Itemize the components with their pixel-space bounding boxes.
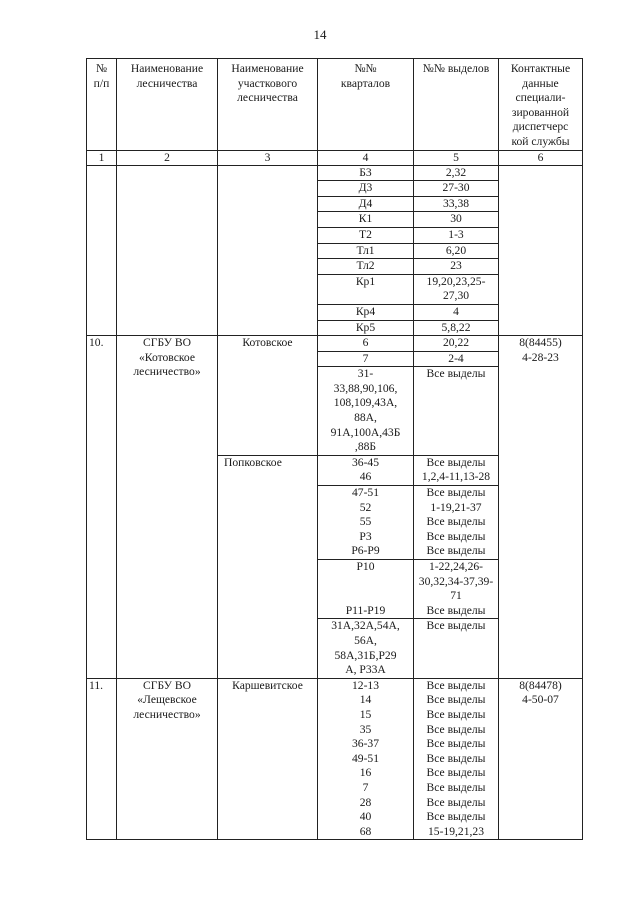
quarter-cell <box>318 320 414 336</box>
cell-line <box>320 589 411 604</box>
allotment-cell <box>414 486 499 560</box>
cell-line: зированной <box>511 105 570 119</box>
quarter-cell <box>318 196 414 212</box>
cell-line: лесничество» <box>133 707 201 721</box>
allotment-cell <box>414 181 499 197</box>
column-number-cell: 6 <box>499 150 583 165</box>
cell-line: Д4 <box>358 196 373 210</box>
cell-line: Тл1 <box>356 243 375 257</box>
header-cell-c2 <box>117 59 218 151</box>
cell-line: СГБУ ВО <box>143 678 191 692</box>
quarter-cell <box>318 259 414 275</box>
cell-line: №№ выделов <box>422 62 490 75</box>
cell-line: Контактные <box>510 62 571 75</box>
cell-line: 1-22,24,26- <box>428 560 484 573</box>
cell-line: 27,30 <box>442 289 470 303</box>
column-number-cell: 3 <box>218 150 318 165</box>
cell-line: 88А, <box>354 411 377 425</box>
cell-line: Р6-Р9 <box>351 544 380 558</box>
allotment-cell <box>414 320 499 336</box>
cell-line: п/п <box>93 76 110 90</box>
cell-line: 40 <box>359 810 372 824</box>
allotment-cell <box>414 336 499 352</box>
quarter-cell <box>318 486 414 560</box>
allotment-cell <box>414 227 499 243</box>
allotment-cell <box>414 196 499 212</box>
cell-line: 108,109,43А, <box>333 396 398 410</box>
quarter-cell <box>318 367 414 456</box>
district-name-cell <box>218 336 318 456</box>
cell-line: Все выделы <box>426 544 486 558</box>
cell-line: Все выделы <box>426 619 486 633</box>
cell-line: 27-30 <box>442 181 470 195</box>
contact-cell <box>499 336 583 679</box>
quarter-cell <box>318 619 414 678</box>
empty-name-cell <box>117 165 218 336</box>
cell-line: 58А,31Б,Р29 <box>334 648 397 662</box>
cell-line: Все выделы <box>426 529 486 543</box>
cell-line: Тл2 <box>356 259 375 273</box>
cell-line: 1-3 <box>448 227 464 241</box>
cell-line: 8(84455) <box>519 336 562 350</box>
cell-line: Все выделы <box>426 486 486 500</box>
quarter-cell <box>318 304 414 320</box>
cell-line: №№ <box>354 62 377 75</box>
cell-line: Котовское <box>242 336 293 350</box>
cell-line: 71 <box>450 589 462 603</box>
cell-line: Р3 <box>359 529 372 543</box>
cell-line: 56А, <box>354 633 377 647</box>
quarter-cell <box>318 455 414 485</box>
cell-line: 1-19,21-37 <box>430 500 482 514</box>
forestry-name-cell <box>117 678 218 840</box>
cell-line: 30 <box>450 212 462 226</box>
quarter-cell <box>318 181 414 197</box>
cell-line: 28 <box>359 795 372 809</box>
cell-line: Все выделы <box>426 722 486 736</box>
cell-line: 4-50-07 <box>522 693 559 707</box>
cell-line: Все выделы <box>426 678 486 692</box>
cell-line <box>320 575 411 590</box>
cell-line: Все выделы <box>426 737 486 751</box>
cell-line: лесничества <box>136 76 198 90</box>
cell-line: 2,32 <box>445 165 467 179</box>
forestry-10-row <box>87 336 583 352</box>
cell-line: 6,20 <box>445 243 467 257</box>
cell-line: «Котовское <box>139 350 195 364</box>
quarter-cell <box>318 274 414 304</box>
forestry-name-cell <box>117 336 218 679</box>
cell-line: 20,22 <box>442 336 470 350</box>
cell-line: 35 <box>359 722 372 736</box>
cell-line: 1,2,4-11,13-28 <box>421 470 491 484</box>
column-number-row <box>87 150 583 165</box>
cell-line: 31- <box>357 367 374 381</box>
cell-line: Все выделы <box>426 455 486 469</box>
cell-line: кварталов <box>340 76 391 90</box>
cell-line: Кр5 <box>355 320 376 334</box>
quarter-cell <box>318 560 414 619</box>
cell-line: 11. <box>89 678 104 692</box>
cell-line: ,88Б <box>354 440 377 454</box>
cell-line: 15-19,21,23 <box>427 824 485 838</box>
cell-line: диспетчерс <box>512 120 569 134</box>
allotment-cell <box>414 165 499 181</box>
cell-line: 49-51 <box>351 751 380 765</box>
cell-line: 30,32,34-37,39- <box>418 574 494 588</box>
continuation-row <box>87 165 583 181</box>
cell-line: 10. <box>89 336 104 350</box>
forestry-11-row <box>87 678 583 840</box>
cell-line: Т2 <box>359 227 372 241</box>
quarter-cell <box>318 351 414 367</box>
cell-line: Все выделы <box>426 780 486 794</box>
cell-line: данные <box>522 76 559 90</box>
quarter-cell <box>318 212 414 228</box>
column-number-cell: 5 <box>414 150 499 165</box>
cell-line: Все выделы <box>426 603 486 617</box>
contact-cell <box>499 678 583 840</box>
cell-line: 68 <box>359 824 372 838</box>
cell-line: Каршевитское <box>232 678 303 692</box>
cell-line: Все выделы <box>426 367 486 381</box>
cell-line: Все выделы <box>426 707 486 721</box>
quarter-cell <box>318 227 414 243</box>
quarter-cell <box>318 336 414 352</box>
quarter-cell <box>318 243 414 259</box>
allotment-cell <box>414 560 499 619</box>
allotment-cell <box>414 259 499 275</box>
allotment-cell <box>414 304 499 320</box>
cell-line: № <box>95 62 108 75</box>
empty-contact-cell <box>499 165 583 336</box>
cell-line: кой службы <box>511 134 570 148</box>
cell-line: 4-28-23 <box>522 350 559 364</box>
cell-line: А, Р33А <box>345 663 386 677</box>
cell-line: Все выделы <box>426 515 486 529</box>
cell-line: лесничество» <box>133 365 201 379</box>
cell-line: Наименование <box>231 62 304 75</box>
cell-line: 4 <box>453 304 459 318</box>
cell-line: 15 <box>359 707 372 721</box>
allotment-cell <box>414 212 499 228</box>
cell-line: К1 <box>358 212 373 226</box>
cell-line: 33,88,90,106, <box>333 381 398 395</box>
cell-line: 46 <box>359 470 372 484</box>
cell-line: 52 <box>359 500 372 514</box>
cell-line: Наименование <box>130 62 204 75</box>
cell-line: Все выделы <box>426 766 486 780</box>
cell-line: 16 <box>359 766 372 780</box>
cell-line: 55 <box>359 515 372 529</box>
empty-sub-cell <box>218 165 318 336</box>
header-cell-c5 <box>414 59 499 151</box>
column-number-cell: 2 <box>117 150 218 165</box>
cell-line: 36-37 <box>351 737 380 751</box>
cell-line: СГБУ ВО <box>143 336 191 350</box>
cell-line: 23 <box>450 259 462 273</box>
cell-line: 6 <box>362 336 369 350</box>
allotment-cell <box>414 619 499 678</box>
allotment-cell <box>414 243 499 259</box>
empty-num-cell <box>87 165 117 336</box>
cell-line: 31А,32А,54А, <box>331 619 400 633</box>
cell-line: 14 <box>359 693 372 707</box>
quarter-cell <box>318 165 414 181</box>
cell-line: Кр1 <box>355 274 376 288</box>
cell-line: 5,8,22 <box>441 320 471 334</box>
header-row <box>87 59 583 151</box>
allotment-cell <box>414 678 499 840</box>
page-number: 14 <box>313 27 327 42</box>
cell-line: Все выделы <box>426 795 486 809</box>
cell-line: Д3 <box>358 181 373 195</box>
cell-line: 7 <box>362 351 369 365</box>
header-cell-c4 <box>318 59 414 151</box>
allotment-cell <box>414 367 499 456</box>
cell-line: Все выделы <box>426 810 486 824</box>
cell-line: лесничества <box>237 91 298 105</box>
allotment-cell <box>414 455 499 485</box>
cell-line: Все выделы <box>426 693 486 707</box>
cell-line: специали- <box>515 91 566 105</box>
cell-line: Б3 <box>359 165 372 179</box>
column-number-cell: 4 <box>318 150 414 165</box>
forestry-table <box>86 58 583 840</box>
allotment-cell <box>414 351 499 367</box>
cell-line: «Лещевское <box>137 693 197 707</box>
allotment-cell <box>414 274 499 304</box>
header-cell-c6 <box>499 59 583 151</box>
cell-line: 19,20,23,25- <box>426 274 486 288</box>
cell-line: Р11-Р19 <box>345 603 386 617</box>
cell-line: Кр4 <box>355 304 376 318</box>
cell-line: 36-45 <box>351 455 380 469</box>
quarter-cell <box>318 678 414 840</box>
row-number-cell <box>87 336 117 679</box>
district-name-cell <box>218 678 318 840</box>
cell-line: 7 <box>362 780 369 794</box>
cell-line: 8(84478) <box>519 678 562 692</box>
cell-line: Р10 <box>356 560 375 573</box>
cell-line: участкового <box>237 76 298 90</box>
cell-line: 2-4 <box>448 351 464 365</box>
header-cell-c3 <box>218 59 318 151</box>
cell-line: 33,38 <box>442 196 470 210</box>
header-cell-c1 <box>87 59 117 151</box>
cell-line: 12-13 <box>351 678 380 692</box>
row-number-cell <box>87 678 117 840</box>
cell-line: Все выделы <box>426 751 486 765</box>
column-number-cell: 1 <box>87 150 117 165</box>
cell-line: Попковское <box>224 455 282 469</box>
cell-line: 91А,100А,43Б <box>330 425 401 439</box>
district-name-cell <box>218 455 318 678</box>
cell-line: 47-51 <box>351 486 380 500</box>
